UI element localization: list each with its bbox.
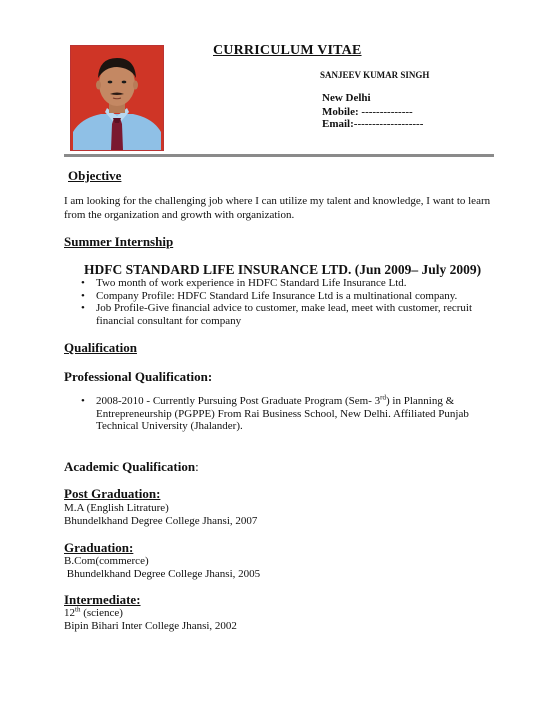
superscript-rd: rd (380, 393, 386, 402)
internship-bullet-list (78, 277, 494, 327)
list-item: • Job Profile-Give financial advice to customer, make lead, meet with customer, recruit financial consultant for company (78, 302, 494, 327)
list-item: • Two month of work experience in HDFC Standard Life Insurance Ltd. (78, 277, 494, 290)
list-item: • Company Profile: HDFC Standard Life Insurance Ltd is a multinational company. (78, 290, 494, 303)
post-graduation-degree: M.A (English Litrature) (64, 502, 169, 514)
mobile-number: Mobile: -------------- (322, 106, 413, 118)
document-title: CURRICULUM VITAE (213, 43, 362, 58)
superscript-th: th (75, 605, 81, 614)
intermediate-heading: Intermediate: (64, 592, 141, 607)
address-city: New Delhi (322, 92, 371, 104)
candidate-name: SANJEEV KUMAR SINGH (320, 70, 430, 80)
professional-qualification-heading: Professional Qualification: (64, 369, 213, 384)
person-portrait-image (71, 46, 163, 150)
intermediate-college: Bipin Bihari Inter College Jhansi, 2002 (64, 620, 237, 632)
professional-text-start: 2008-2010 - Currently Pursuing Post Graduate Program (Sem- 3 (96, 395, 381, 407)
post-graduation-heading: Post Graduation: (64, 486, 161, 501)
intermediate-stream-name: (science) (80, 607, 123, 619)
post-graduation-college: Bhundelkhand Degree College Jhansi, 2007 (64, 515, 258, 527)
email-address: Email:------------------- (322, 118, 424, 130)
qualification-heading: Qualification (64, 340, 137, 355)
header-divider (64, 154, 494, 157)
professional-qualification-list (78, 395, 473, 433)
graduation-heading: Graduation: (64, 540, 134, 555)
profile-photo (70, 45, 164, 151)
academic-heading-colon: : (195, 459, 199, 474)
graduation-college: Bhundelkhand Degree College Jhansi, 2005 (64, 568, 261, 580)
objective-heading: Objective (68, 168, 122, 183)
graduation-degree: B.Com(commerce) (64, 555, 149, 567)
internship-company: HDFC STANDARD LIFE INSURANCE LTD. (Jun 2009– July 2009) (84, 262, 482, 277)
intermediate-grade: 12 (64, 607, 75, 619)
list-item (78, 395, 473, 433)
professional-text-end: ) in Planning & Entrepreneurship (PGPPE) From Rai Business School, New Delhi. Affiliated Punjab Technical University (Jhalander). (96, 395, 469, 433)
objective-text: I am looking for the challenging job where I can utilize my talent and knowledge, I want to learn from the organization and growth with organization. (64, 195, 491, 221)
academic-qualification-heading (64, 459, 199, 475)
internship-heading: Summer Internship (64, 234, 174, 249)
intermediate-stream (64, 607, 123, 620)
academic-heading-label: Academic Qualification (64, 459, 196, 474)
